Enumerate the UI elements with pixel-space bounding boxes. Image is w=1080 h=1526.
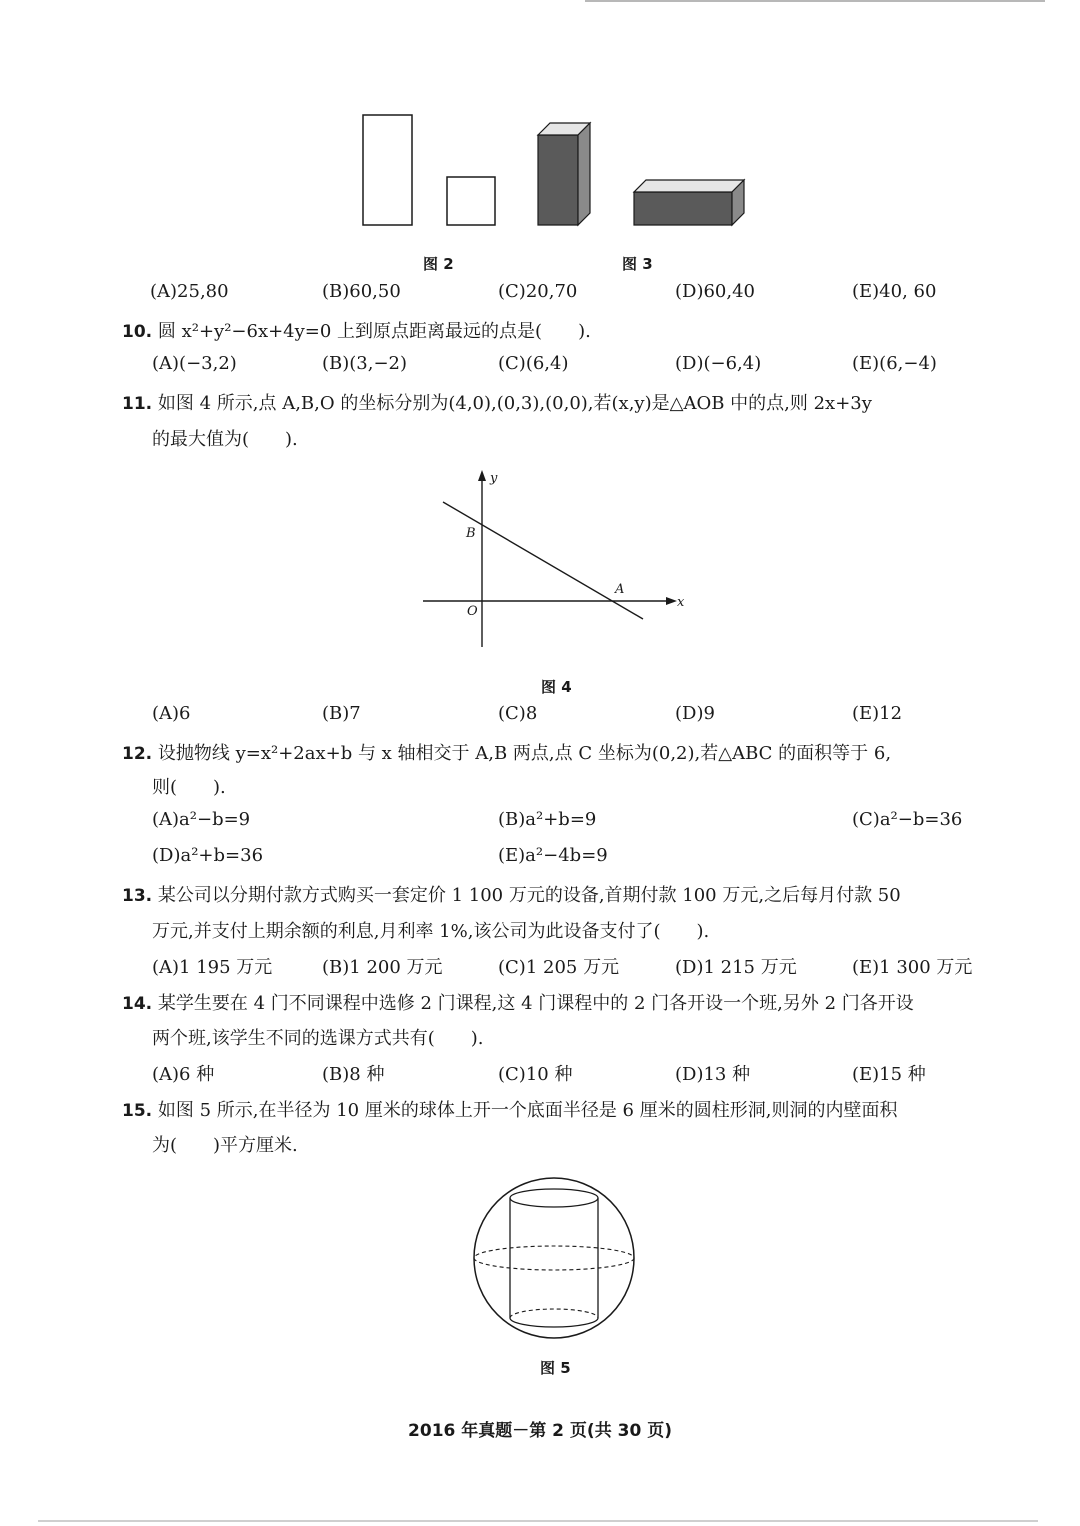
figure-5-sphere — [474, 1178, 634, 1338]
q11-option-a: (A)6 — [152, 703, 191, 724]
figure-4-label-a: A — [615, 582, 625, 597]
q12-option-e: (E)a²−4b=9 — [498, 845, 608, 866]
q10-number: 10. — [122, 322, 153, 342]
bottom-edge-line — [38, 1520, 1038, 1522]
q14-option-c: (C)10 种 — [498, 1064, 573, 1085]
q15-number: 15. — [122, 1101, 153, 1121]
figure-4 — [415, 465, 695, 655]
figure-2-square — [447, 177, 495, 225]
q14-number: 14. — [122, 994, 153, 1014]
figure-4-label-x: x — [677, 595, 685, 610]
q13-stem-line2: 万元,并支付上期余额的利息,月利率 1%,该公司为此设备支付了( ). — [152, 921, 710, 942]
q11-stem-line2: 的最大值为( ). — [152, 429, 298, 450]
figure-4-label-b: B — [466, 526, 476, 541]
q10-stem — [122, 317, 591, 343]
q13-option-a: (A)1 195 万元 — [152, 957, 273, 978]
q13-option-c: (C)1 205 万元 — [498, 957, 620, 978]
q11-option-e: (E)12 — [852, 703, 903, 724]
figure-3-tall-box — [538, 123, 590, 225]
q11-text-line1: 如图 4 所示,点 A,B,O 的坐标分别为(4,0),(0,3),(0,0),若(x,y)是△AOB 中的点,则 2x+3y — [157, 393, 872, 414]
figure-2 — [355, 108, 505, 233]
q15-text-line1: 如图 5 所示,在半径为 10 厘米的球体上开一个底面半径是 6 厘米的圆柱形洞,则洞的内壁面积 — [157, 1100, 898, 1121]
q12-option-c: (C)a²−b=36 — [852, 809, 963, 830]
figure-4-caption: 图 4 — [541, 678, 572, 696]
q9-option-b: (B)60,50 — [322, 281, 401, 302]
q14-stem-line2: 两个班,该学生不同的选课方式共有( ). — [152, 1028, 484, 1049]
figure-5-equator — [474, 1246, 634, 1270]
q10-option-e: (E)(6,−4) — [852, 353, 937, 374]
figure-5-cylinder-bottom-front — [510, 1318, 598, 1327]
figure-4-label-o: O — [467, 604, 478, 619]
figure-4-y-arrow — [478, 470, 486, 481]
q9-option-e: (E)40, 60 — [852, 281, 937, 302]
q14-option-d: (D)13 种 — [675, 1064, 751, 1085]
q13-text-line1: 某公司以分期付款方式购买一套定价 1 100 万元的设备,首期付款 100 万元,之后每月付款 50 — [157, 885, 901, 906]
page-footer: 2016 年真题－第 2 页(共 30 页) — [408, 1421, 672, 1441]
q15-stem-line2: 为( )平方厘米. — [152, 1135, 298, 1156]
q10-option-d: (D)(−6,4) — [675, 353, 762, 374]
q12-text-line1: 设抛物线 y=x²+2ax+b 与 x 轴相交于 A,B 两点,点 C 坐标为(0,2),若△ABC 的面积等于 6, — [157, 743, 892, 764]
q10-option-c: (C)(6,4) — [498, 353, 569, 374]
q14-option-b: (B)8 种 — [322, 1064, 385, 1085]
q13-option-e: (E)1 300 万元 — [852, 957, 973, 978]
figure-5-cylinder-bottom-back — [510, 1309, 598, 1318]
figure-3-flat-box — [634, 180, 744, 225]
q13-option-d: (D)1 215 万元 — [675, 957, 797, 978]
q12-stem-line2: 则( ). — [152, 777, 226, 798]
q11-number: 11. — [122, 394, 153, 414]
q12-option-d: (D)a²+b=36 — [152, 845, 264, 866]
q11-option-d: (D)9 — [675, 703, 715, 724]
q11-option-b: (B)7 — [322, 703, 361, 724]
figure-5 — [470, 1170, 640, 1350]
q14-stem-line1 — [122, 989, 914, 1015]
q9-option-a: (A)25,80 — [150, 281, 229, 302]
q10-text: 圆 x²+y²−6x+4y=0 上到原点距离最远的点是( ). — [157, 321, 591, 342]
top-edge-line — [585, 0, 1045, 2]
q10-option-a: (A)(−3,2) — [152, 353, 237, 374]
q15-stem-line1 — [122, 1096, 897, 1122]
figure-3-caption: 图 3 — [622, 255, 653, 273]
figure-4-label-y: y — [490, 471, 498, 486]
q12-option-a: (A)a²−b=9 — [152, 809, 251, 830]
q13-stem-line1 — [122, 881, 901, 907]
q11-stem-line1 — [122, 389, 872, 415]
figure-5-caption: 图 5 — [540, 1359, 571, 1377]
q13-option-b: (B)1 200 万元 — [322, 957, 443, 978]
q10-option-b: (B)(3,−2) — [322, 353, 408, 374]
q13-number: 13. — [122, 886, 153, 906]
q12-stem-line1 — [122, 739, 891, 765]
q12-number: 12. — [122, 744, 153, 764]
q14-option-a: (A)6 种 — [152, 1064, 215, 1085]
figure-2-tall-rectangle — [363, 115, 412, 225]
q9-option-d: (D)60,40 — [675, 281, 756, 302]
figure-5-cylinder-top — [510, 1189, 598, 1207]
figure-4-x-arrow — [666, 597, 677, 605]
figure-2-caption: 图 2 — [423, 255, 454, 273]
q14-option-e: (E)15 种 — [852, 1064, 926, 1085]
q12-option-b: (B)a²+b=9 — [498, 809, 597, 830]
q11-option-c: (C)8 — [498, 703, 538, 724]
figure-3 — [530, 115, 750, 230]
q9-option-c: (C)20,70 — [498, 281, 578, 302]
q14-text-line1: 某学生要在 4 门不同课程中选修 2 门课程,这 4 门课程中的 2 门各开设一个班,另外 2 门各开设 — [157, 993, 914, 1014]
